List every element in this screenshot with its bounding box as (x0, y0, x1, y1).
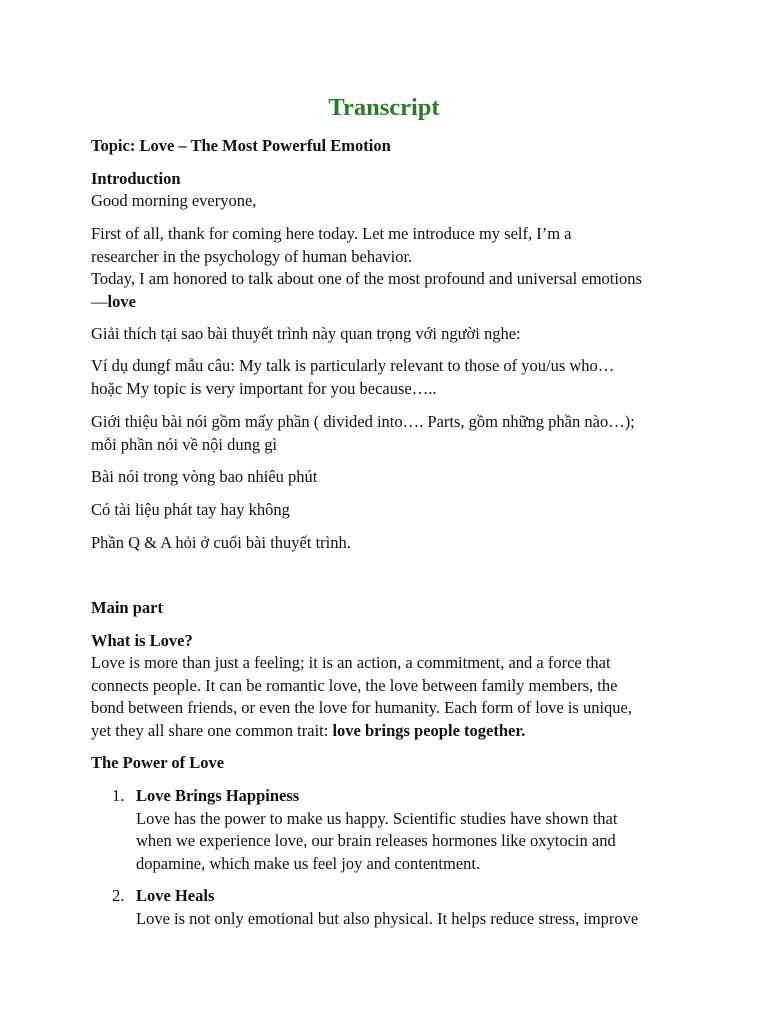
paragraph-line: Love is more than just a feeling; it is an action, a commitment, and a force that (91, 653, 611, 672)
note-paragraph (91, 355, 691, 400)
intro-line: researcher in the psychology of human behavior. (91, 246, 413, 266)
paragraph-line (91, 720, 691, 743)
intro-line: Today, I am honored to talk about one of the most profound and universal emotions (91, 269, 642, 288)
note-line: Giới thiệu bài nói gồm mấy phần ( divided into…. Parts, gồm những phần nào…); (91, 412, 635, 431)
introduction-heading: Introduction (91, 169, 181, 188)
bold-phrase: love brings people together. (332, 720, 526, 740)
list-number: 1. (112, 786, 125, 805)
list-item-line: Love is not only emotional but also physical. It helps reduce stress, improve (136, 908, 639, 928)
list-body (136, 885, 681, 930)
what-is-love-paragraph (91, 652, 691, 742)
list-item-title: Love Heals (136, 886, 215, 905)
note-text: Giải thích tại sao bài thuyết trình này quan trọng với người nghe: (91, 324, 521, 343)
note-text: Phần Q & A hỏi ở cuối bài thuyết trình. (91, 533, 351, 552)
list-item-line: dopamine, which make us feel joy and contentment. (136, 853, 481, 873)
greeting-text: Good morning everyone, (91, 191, 257, 210)
list-item-line: when we experience love, our brain releases hormones like oxytocin and (136, 831, 616, 850)
paragraph-line: bond between friends, or even the love for humanity. Each form of love is unique, (91, 698, 632, 717)
note-text: Bài nói trong vòng bao nhiêu phút (91, 467, 318, 486)
note-line: Ví dụ dungf mẫu câu: My talk is particularly relevant to those of you/us who… (91, 356, 615, 375)
intro-line (91, 291, 691, 314)
love-keyword: love (107, 291, 136, 311)
note-text: Có tài liệu phát tay hay không (91, 500, 290, 519)
intro-paragraph (91, 223, 691, 313)
list-item-line: Love has the power to make us happy. Scientific studies have shown that (136, 808, 618, 828)
what-is-love-heading: What is Love? (91, 631, 193, 650)
note-line: hoặc My topic is very important for you because….. (91, 378, 437, 398)
main-part-heading: Main part (91, 598, 163, 617)
em-dash: — (91, 291, 108, 311)
power-of-love-heading: The Power of Love (91, 753, 225, 772)
topic-heading: Topic: Love – The Most Powerful Emotion (91, 136, 391, 155)
list-number: 2. (112, 886, 125, 905)
page-title: Transcript (328, 94, 440, 121)
note-paragraph (91, 411, 691, 456)
list-item-title: Love Brings Happiness (136, 786, 300, 805)
list-item (91, 785, 691, 875)
note-line: mỗi phần nói về nội dung gì (91, 434, 278, 454)
list-body (136, 785, 681, 875)
list-item (91, 885, 691, 930)
intro-line: First of all, thank for coming here today. Let me introduce my self, I’m a (91, 224, 572, 243)
paragraph-text: yet they all share one common trait: (91, 720, 333, 740)
paragraph-line: connects people. It can be romantic love, the love between family members, the (91, 675, 618, 695)
